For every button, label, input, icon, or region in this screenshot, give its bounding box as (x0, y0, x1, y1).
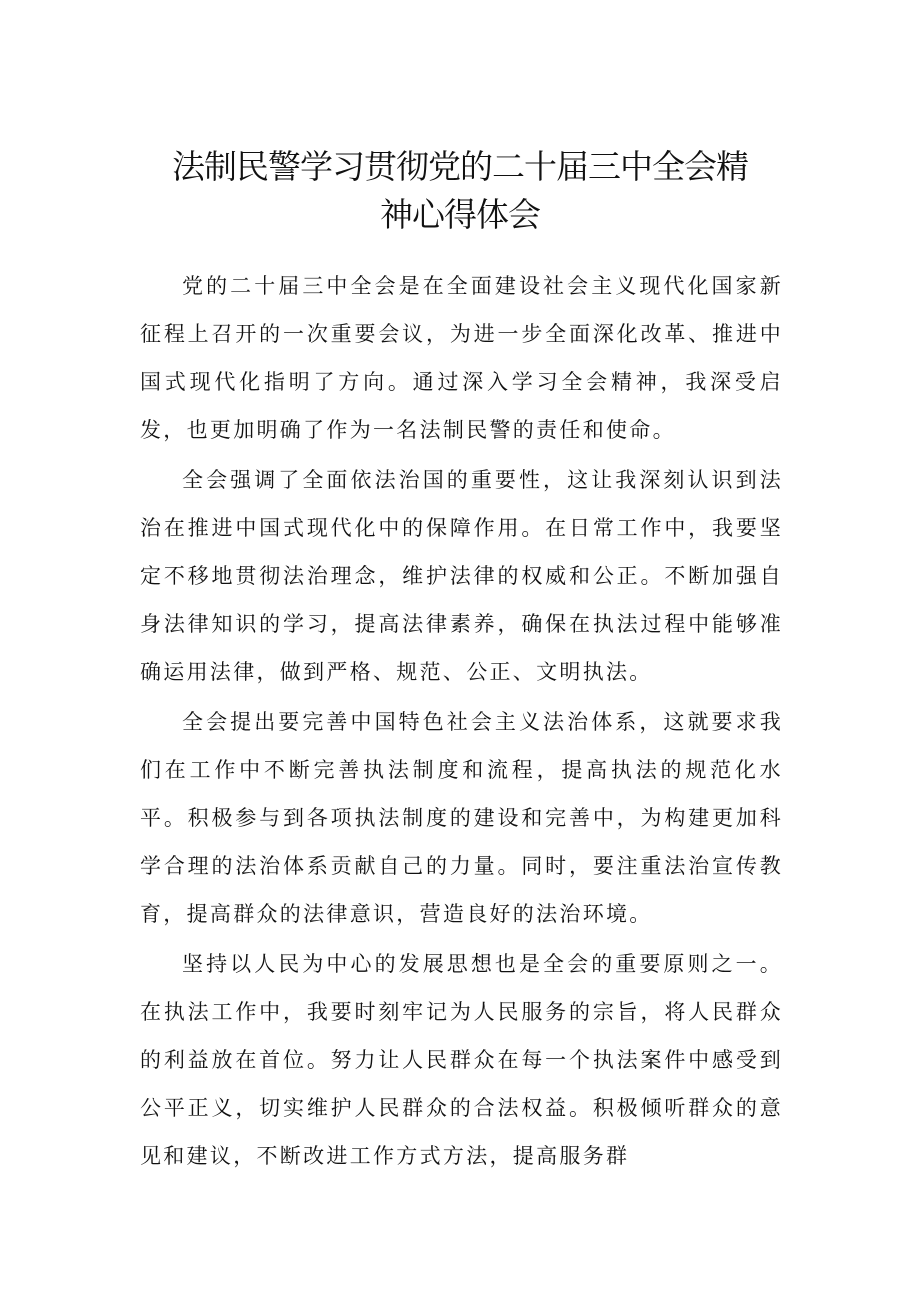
document-body (140, 262, 783, 1182)
paragraph-2: 全会强调了全面依法治国的重要性，这让我深刻认识到法治在推进中国式现代化中的保障作用。在日常工作中，我要坚定不移地贯彻法治理念，维护法律的权威和公正。不断加强自身法律知识的学习，提高法律素养，确保在执法过程中能够准确运用法律，做到严格、规范、公正、文明执法。 (140, 468, 783, 684)
document-title (140, 143, 780, 239)
paragraph-1: 党的二十届三中全会是在全面建设社会主义现代化国家新征程上召开的一次重要会议，为进一步全面深化改革、推进中国式现代化指明了方向。通过深入学习全会精神，我深受启发，也更加明确了作为一名法制民警的责任和使命。 (140, 274, 783, 442)
paragraph-3: 全会提出要完善中国特色社会主义法治体系，这就要求我们在工作中不断完善执法制度和流程，提高执法的规范化水平。积极参与到各项执法制度的建设和完善中，为构建更加科学合理的法治体系贡献自己的力量。同时，要注重法治宣传教育，提高群众的法律意识，营造良好的法治环境。 (140, 710, 783, 926)
title-line-2: 神心得体会 (380, 195, 540, 234)
paragraph-4: 坚持以人民为中心的发展思想也是全会的重要原则之一。在执法工作中，我要时刻牢记为人民服务的宗旨，将人民群众的利益放在首位。努力让人民群众在每一个执法案件中感受到公平正义，切实维护人民群众的合法权益。积极倾听群众的意见和建议，不断改进工作方式方法，提高服务群 (140, 952, 783, 1168)
title-line-1: 法制民警学习贯彻党的二十届三中全会精 (172, 147, 748, 186)
